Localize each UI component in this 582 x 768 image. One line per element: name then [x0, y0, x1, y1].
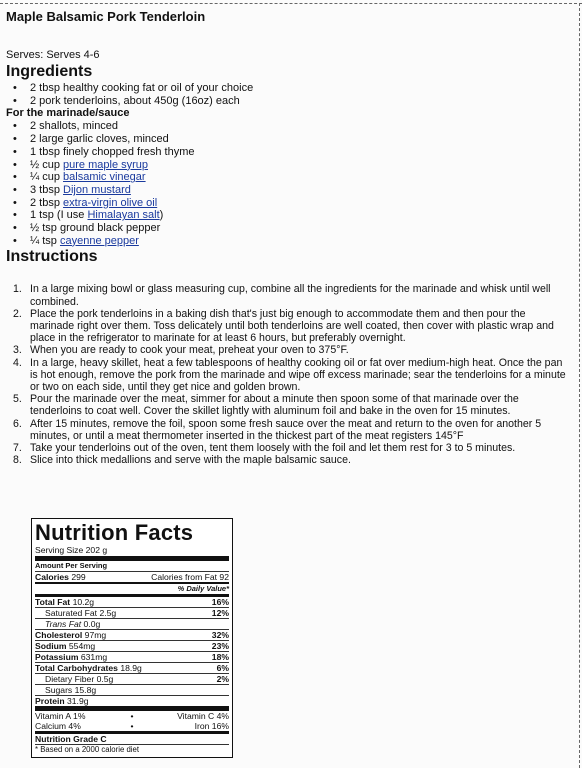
ingredient-item: [6, 197, 572, 210]
step-text: After 15 minutes, remove the foil, spoon some fresh sauce over the meat and return to the oven for another 5 minutes, or until a meat thermometer inserted in the thickest part of the meat registers 145°F: [30, 417, 542, 442]
nutrient-daily-percent: 16%: [211, 597, 229, 607]
step-number: 8.: [13, 454, 22, 467]
nutrition-grade: Nutrition Grade C: [35, 734, 107, 744]
instruction-step: [6, 308, 566, 345]
nutrition-title: Nutrition Facts: [35, 520, 194, 545]
instruction-step: [6, 393, 566, 417]
nutrient-label: Total Carbohydrates: [35, 663, 118, 673]
nutrient-amount: 0.5g: [96, 674, 114, 684]
nutrient-amount: 631mg: [80, 652, 108, 662]
step-text: When you are ready to cook your meat, preheat your oven to 375°F.: [30, 344, 349, 357]
ingredient-link[interactable]: cayenne pepper: [59, 234, 139, 247]
calories-label: Calories: [35, 572, 69, 582]
step-number: 6.: [13, 417, 22, 430]
nutrient-label: Dietary Fiber: [45, 674, 95, 684]
ingredient-text: ¼ tsp: [30, 234, 60, 247]
ingredient-item: [6, 171, 572, 184]
ingredient-item: [6, 133, 572, 146]
step-number: 3.: [13, 344, 22, 357]
nutrient-row: [35, 618, 229, 629]
nutrient-label: Sugars: [45, 685, 73, 695]
step-text: Slice into thick medallions and serve with the maple balsamic sauce.: [30, 454, 351, 467]
ingredient-item: [6, 159, 572, 172]
nutrient-amount: 97mg: [84, 630, 107, 640]
nutrient-amount: 18.9g: [120, 663, 142, 673]
serving-size: Serving Size 202 g: [35, 545, 229, 561]
amount-per-serving: Amount Per Serving: [35, 561, 108, 570]
ingredient-text: 2 pork tenderloins, about 450g (16oz) each: [30, 94, 240, 107]
nutrient-row: [35, 607, 229, 618]
step-number: 4.: [13, 356, 22, 369]
ingredient-link[interactable]: extra-virgin olive oil: [63, 196, 158, 209]
vitamin-right: Vitamin C 4%: [177, 711, 229, 721]
instructions-heading: Instructions: [6, 248, 98, 266]
nutrient-daily-percent: 2%: [216, 674, 229, 684]
nutrient-row: [35, 695, 229, 706]
step-text: In a large, heavy skillet, heat a few tablespoons of healthy cooking oil or fat over medium-high heat. Once the pan is hot enough, remove the pork from the marinade and wipe off excess marinade; sear the tenderloins for a minute or two on each side, until they get nice and golden brown.: [30, 356, 566, 394]
ingredient-text: 3 tbsp: [30, 183, 64, 196]
page-border-top: [0, 3, 582, 4]
step-number: 7.: [13, 442, 22, 455]
nutrient-row: [35, 629, 229, 640]
marinade-heading: For the marinade/sauce: [6, 107, 130, 120]
nutrient-daily-percent: 23%: [211, 641, 229, 651]
nutrition-facts-label: [31, 518, 233, 758]
instruction-step: [6, 357, 566, 394]
ingredient-link[interactable]: pure maple syrup: [63, 158, 149, 171]
nutrient-amount: 10.2g: [72, 597, 95, 607]
step-text: Place the pork tenderloins in a baking dish that's just big enough to accommodate them and then pour the marinade right over them. Toss delicately until both tenderloins are well coated, then cover with plastic wrap and place in the refrigerator to marinate for at least 6 hours, but preferably overnight.: [30, 307, 554, 345]
ingredients-list: [6, 82, 572, 107]
nutrient-row: [35, 651, 229, 662]
ingredient-text: 2 shallots, minced: [30, 120, 119, 133]
step-number: 5.: [13, 393, 22, 406]
daily-value-header: % Daily Value*: [177, 584, 229, 593]
marinade-list: [6, 120, 572, 247]
ingredient-link[interactable]: balsamic vinegar: [63, 171, 146, 184]
ingredient-item: [6, 209, 572, 222]
step-text: In a large mixing bowl or glass measuring cup, combine all the ingredients for the marinade and whisk until well combined.: [30, 283, 551, 308]
nutrient-amount: 2.5g: [99, 608, 117, 618]
nutrient-name-value: [35, 652, 107, 662]
ingredients-heading: Ingredients: [6, 63, 93, 80]
nutrient-name-value: [35, 641, 95, 651]
nutrient-name-value: [35, 663, 142, 673]
nutrient-name-value: [45, 608, 116, 618]
nutrient-row: [35, 662, 229, 673]
ingredient-item: [6, 82, 572, 95]
ingredient-text: 2 tbsp healthy cooking fat or oil of your choice: [30, 82, 254, 94]
ingredient-link[interactable]: Dijon mustard: [63, 183, 131, 196]
nutrition-footnote: * Based on a 2000 calorie diet: [35, 745, 140, 754]
nutrient-label: Potassium: [35, 652, 79, 662]
nutrient-name-value: [35, 597, 94, 607]
step-number: 1.: [13, 283, 22, 296]
recipe-serves: Serves: Serves 4-6: [6, 49, 100, 61]
ingredient-item: [6, 146, 572, 159]
vitamin-right: Iron 16%: [194, 721, 229, 731]
calories-group: [35, 572, 86, 582]
ingredient-text: 2 tbsp: [30, 196, 64, 209]
vitamin-rows: [35, 711, 229, 731]
ingredient-item: [6, 184, 572, 197]
nutrient-daily-percent: 6%: [216, 663, 229, 673]
instruction-step: [6, 344, 566, 356]
nutrient-row: [35, 594, 229, 607]
vitamin-left: Calcium 4%: [35, 721, 81, 731]
nutrient-amount: 0.0g: [83, 619, 101, 629]
instructions-list: [6, 283, 566, 466]
nutrient-amount: 31.9g: [67, 696, 89, 706]
nutrient-daily-percent: 18%: [211, 652, 229, 662]
instruction-step: [6, 418, 566, 442]
nutrient-name-value: [45, 685, 96, 695]
nutrient-row: [35, 684, 229, 695]
nutrient-rows: [35, 594, 229, 706]
nutrient-row: [35, 640, 229, 651]
footnote-row: [35, 744, 229, 755]
ingredient-item: [6, 95, 572, 108]
nutrient-label: Saturated Fat: [45, 608, 98, 618]
daily-value-row: [35, 582, 229, 594]
ingredient-text: ½ tsp ground black pepper: [30, 222, 161, 235]
calories-row: [35, 571, 229, 582]
nutrient-label: Cholesterol: [35, 630, 83, 640]
nutrient-label: Total Fat: [35, 597, 71, 607]
nutrient-name-value: [35, 696, 89, 706]
ingredient-text: 1 tbsp finely chopped fresh thyme: [30, 145, 195, 158]
ingredient-text: ½ cup: [30, 158, 64, 171]
nutrient-daily-percent: 12%: [211, 608, 229, 618]
nutrient-label: Protein: [35, 696, 65, 706]
page-border-right: [579, 3, 580, 768]
ingredient-text: 2 large garlic cloves, minced: [30, 133, 169, 146]
step-text: Pour the marinade over the meat, simmer for about a minute then spoon some of that marinade over the tenderloins to coat well. Cover the skillet lightly with aluminum foil and bake in the oven for 15 minutes.: [30, 393, 519, 418]
vitamin-separator-icon: •: [130, 721, 134, 731]
calories-value: 299: [71, 572, 86, 582]
nutrient-amount: 15.8g: [74, 685, 97, 695]
nutrient-label: Sodium: [35, 641, 67, 651]
nutrient-row: [35, 673, 229, 684]
ingredient-item: [6, 235, 572, 248]
nutrient-label: Trans Fat: [45, 619, 82, 629]
step-text: Take your tenderloins out of the oven, tent them loosely with the foil and let them rest for 3 to 5 minutes.: [30, 442, 516, 455]
ingredient-text: ¼ cup: [30, 171, 64, 184]
recipe-document: [6, 8, 572, 466]
vitamin-row: [35, 711, 229, 721]
instruction-step: [6, 442, 566, 454]
nutrient-name-value: [35, 630, 106, 640]
nutrient-name-value: [45, 674, 113, 684]
ingredient-link[interactable]: Himalayan salt: [87, 209, 160, 222]
ingredient-item: [6, 120, 572, 133]
vitamin-separator-icon: •: [130, 711, 134, 721]
calories-from-fat: Calories from Fat 92: [151, 572, 229, 582]
ingredient-item: [6, 222, 572, 235]
vitamin-left: Vitamin A 1%: [35, 711, 86, 721]
instruction-step: [6, 283, 566, 307]
nutrient-name-value: [45, 619, 100, 629]
recipe-title: Maple Balsamic Pork Tenderloin: [6, 9, 206, 24]
ingredient-text: ): [159, 209, 164, 222]
instruction-step: [6, 454, 566, 466]
ingredient-text: 1 tsp (I use: [30, 209, 88, 222]
nutrient-amount: 554mg: [68, 641, 96, 651]
step-number: 2.: [13, 307, 22, 320]
vitamin-row: [35, 721, 229, 731]
grade-row: [35, 731, 229, 744]
nutrient-daily-percent: 32%: [211, 630, 229, 640]
